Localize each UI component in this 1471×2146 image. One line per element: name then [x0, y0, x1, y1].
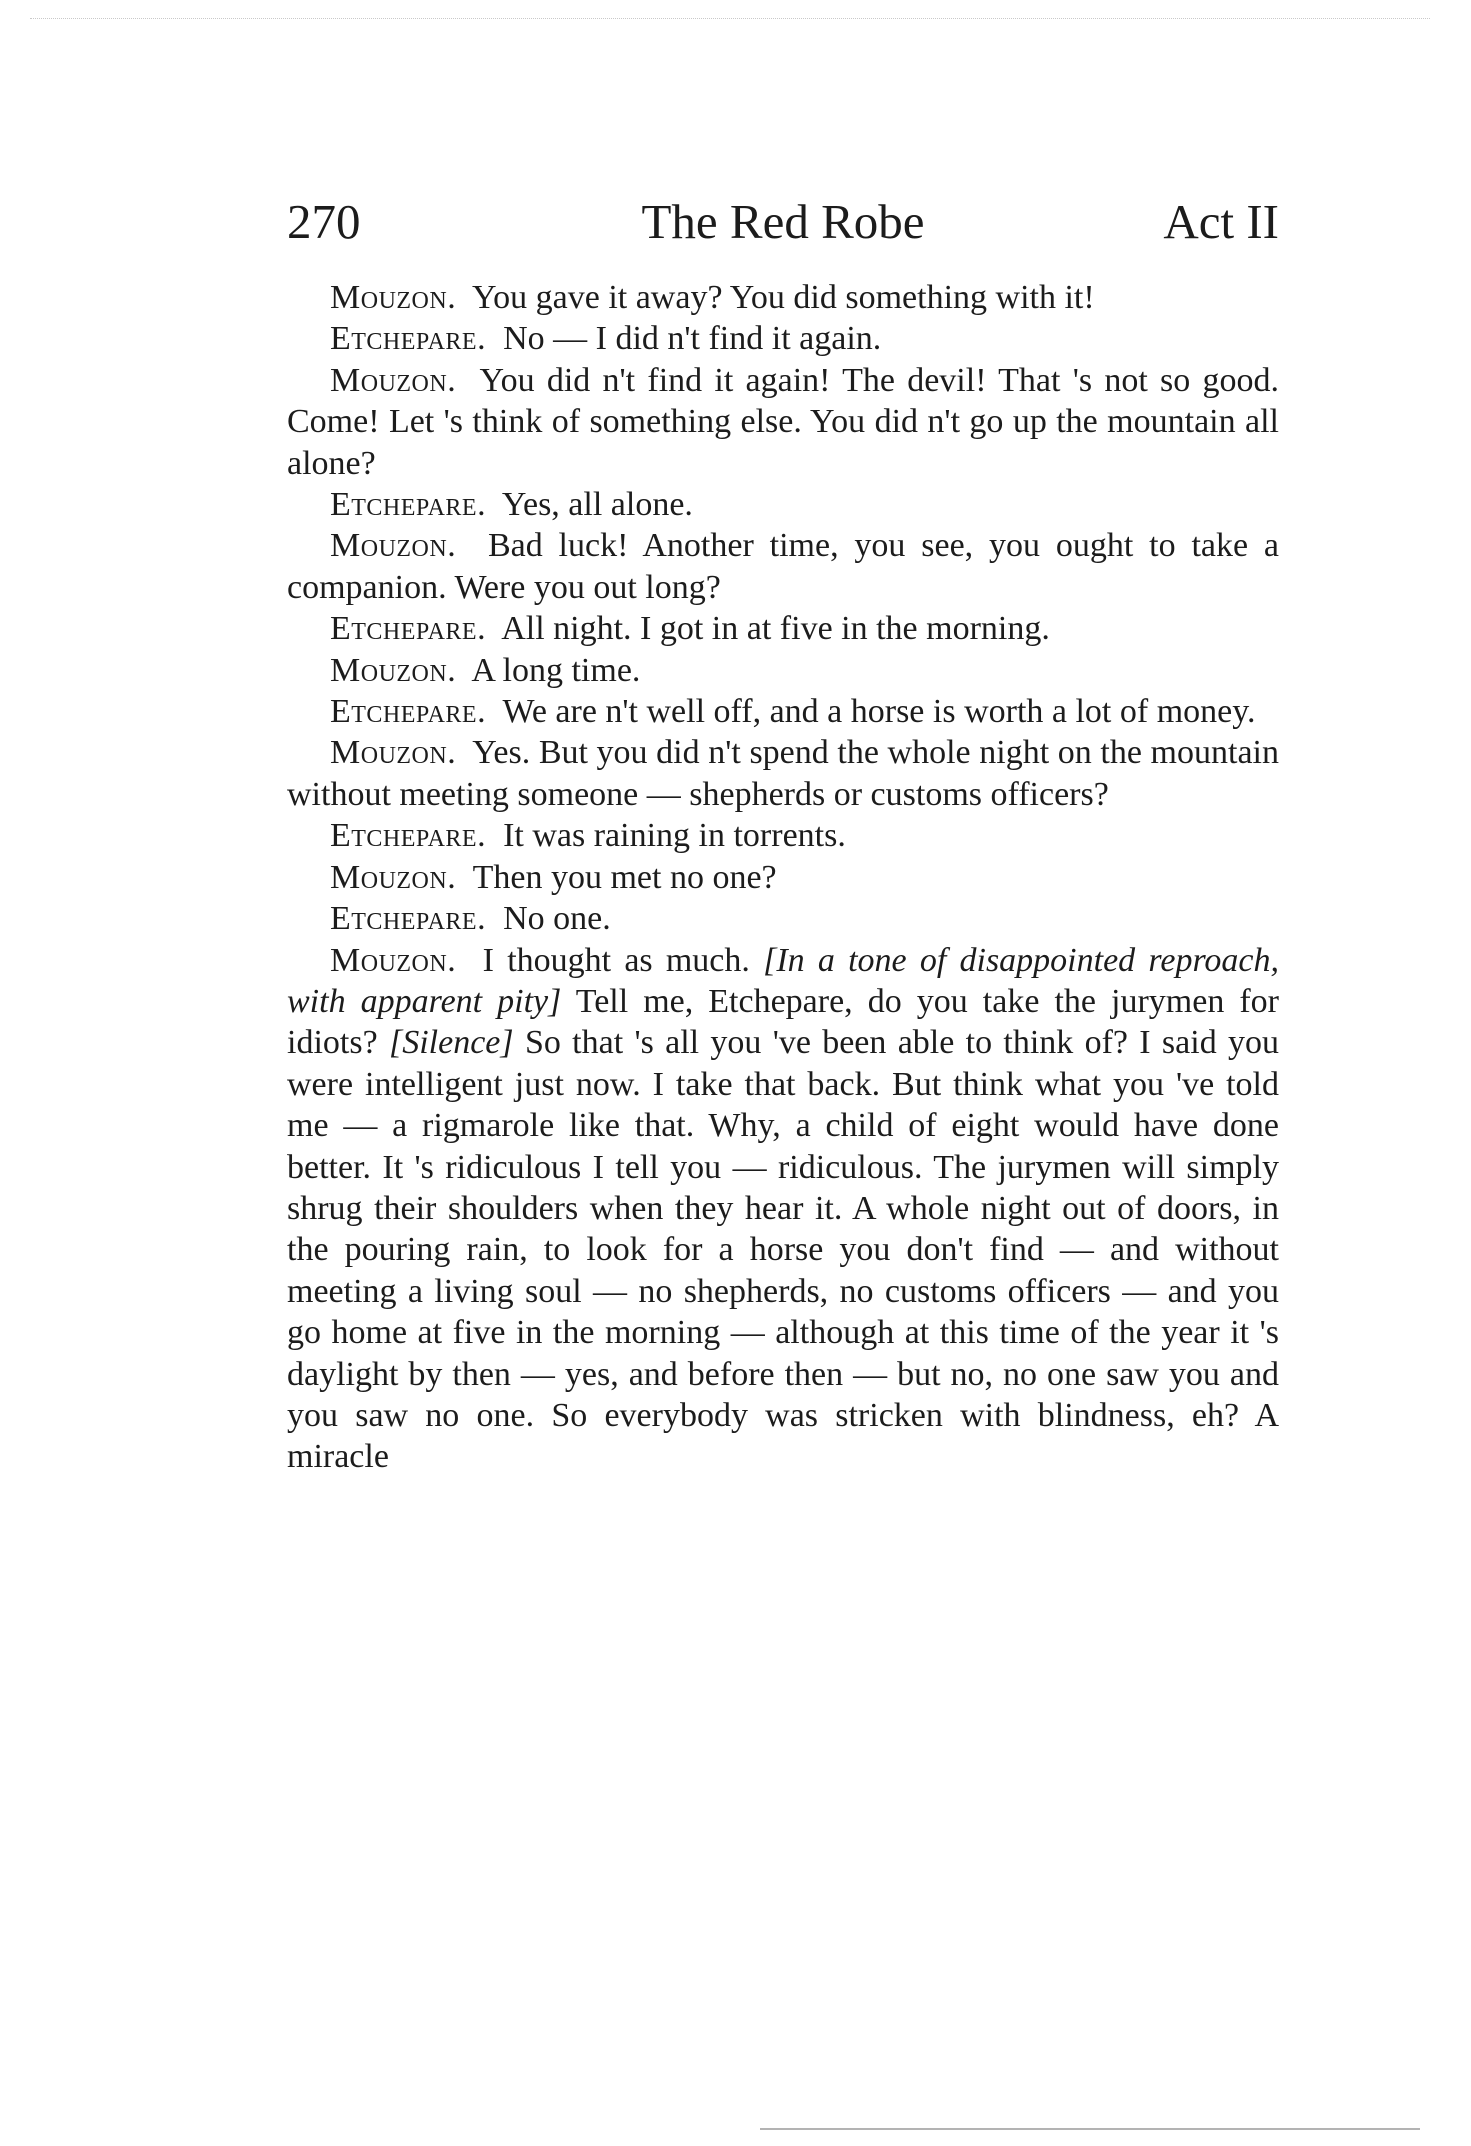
page-number: 270 [287, 194, 361, 249]
speech-text: It was raining in torrents. [503, 817, 846, 855]
dialogue-line [287, 484, 1279, 525]
speech-text: Yes, all alone. [501, 486, 693, 524]
stage-direction: [Silence] [388, 1024, 514, 1062]
speech-text: All night. I got in at five in the morning. [501, 610, 1050, 648]
dialogue-line [287, 898, 1279, 939]
speech-text: You gave it away? You did something with it! [471, 279, 1095, 316]
dialogue-line [287, 318, 1279, 359]
play-text [287, 277, 1279, 1478]
stage-direction: [In a tone of disappointed reproach, with apparent pity] [287, 941, 1280, 1020]
speaker-name: Mouzon. [330, 527, 457, 565]
speech-text: Then you met no one? [472, 858, 777, 896]
dialogue-line [287, 360, 1279, 484]
speech-text: You did n't find it again! The devil! That 's not so good. Come! Let 's think of something else. You did n't go up the mountain all alone? [287, 361, 1279, 482]
dialogue-line [287, 608, 1279, 649]
speech-text: Bad luck! Another time, you see, you ought to take a companion. Were you out long? [287, 527, 1280, 606]
dialogue-line [287, 815, 1279, 856]
speech-text: No one. [503, 900, 611, 938]
running-title: The Red Robe [641, 194, 925, 249]
dialogue-line [287, 277, 1279, 318]
dialogue-line [287, 525, 1279, 608]
speech-text: So that 's all you 've been able to think of? I said you were intelligent just now. I take that back. But think what you 've told me — a rigmarole like that. Why, a child of eight would have done better. It 's ridiculous I tell you — ridiculous. The jurymen will simply shrug their shoulders when they hear it. A whole night out of doors, in the pouring rain, to look for a horse you don't find — and without meeting a living soul — no shepherds, no customs officers — and you go home at five in the morning — although at this time of the year it 's daylight by then — yes, and before then — but no, no one saw you and you saw no one. So everybody was stricken with blindness, eh? A miracle [287, 1024, 1280, 1476]
speech-text: Yes. But you did n't spend the whole night on the mountain without meeting someone — shepherds or customs officers? [287, 734, 1279, 813]
dialogue-line [287, 857, 1279, 898]
speech-text: I thought as much. [482, 941, 750, 979]
speaker-name: Etchepare. [330, 320, 487, 358]
act-label: Act II [1163, 194, 1279, 249]
speaker-name: Etchepare. [330, 817, 487, 855]
speaker-name: Mouzon. [330, 279, 457, 316]
final-speech [287, 940, 1279, 1478]
speech-text: We are n't well off, and a horse is worth a lot of money. [502, 693, 1256, 731]
top-scan-edge [30, 18, 1430, 20]
speaker-name: Etchepare. [330, 693, 487, 731]
running-header [287, 190, 1279, 254]
speaker-name: Mouzon. [330, 941, 457, 979]
speaker-name: Mouzon. [330, 858, 457, 896]
speaker-name: Etchepare. [330, 610, 487, 648]
speech-text: No — I did n't find it again. [503, 320, 882, 358]
speaker-name: Mouzon. [330, 734, 457, 772]
speaker-name: Mouzon. [330, 651, 457, 689]
dialogue-line [287, 650, 1279, 691]
speech-text: A long time. [471, 651, 641, 689]
speaker-name: Etchepare. [330, 900, 487, 938]
dialogue-line [287, 691, 1279, 732]
speech-text: Tell me, Etchepare, do you take the jurymen for idiots? [287, 982, 1280, 1062]
speaker-name: Etchepare. [330, 486, 487, 524]
speaker-name: Mouzon. [330, 361, 457, 399]
dialogue-line [287, 732, 1279, 815]
bottom-scan-edge [760, 2128, 1420, 2130]
